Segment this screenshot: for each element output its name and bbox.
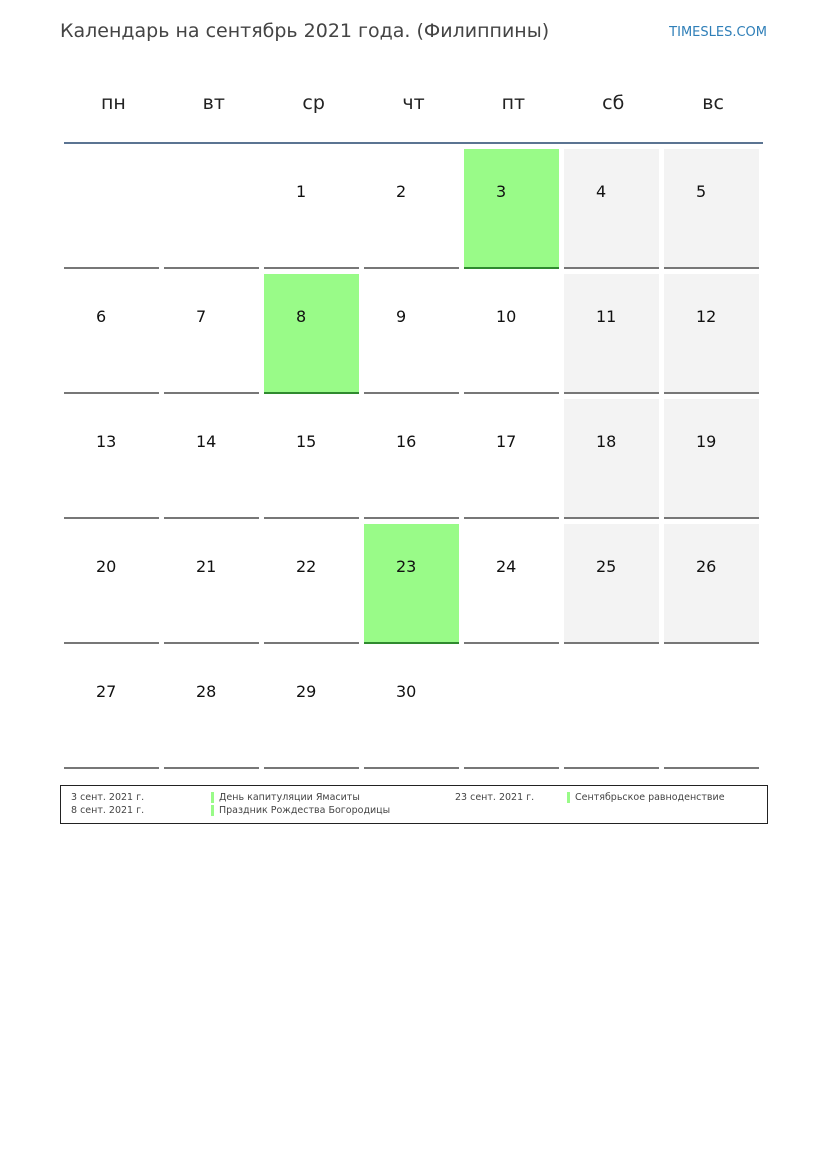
day-number: 25 xyxy=(596,557,617,576)
legend-date: 8 сент. 2021 г. xyxy=(71,805,145,816)
day-cell[interactable] xyxy=(164,524,259,644)
legend-color-marker xyxy=(567,792,570,803)
day-number: 8 xyxy=(296,307,307,326)
day-number: 4 xyxy=(596,182,607,201)
day-cell[interactable] xyxy=(364,399,459,519)
day-number: 10 xyxy=(496,307,517,326)
day-number: 5 xyxy=(696,182,707,201)
weekday-thu: чт xyxy=(402,92,425,114)
day-cell[interactable] xyxy=(364,274,459,394)
day-cell[interactable] xyxy=(664,274,759,394)
week-row xyxy=(64,524,764,644)
day-cell[interactable] xyxy=(164,649,259,769)
day-number: 3 xyxy=(496,182,507,201)
day-number: 22 xyxy=(296,557,317,576)
day-cell[interactable] xyxy=(564,274,659,394)
legend-color-marker xyxy=(211,792,214,803)
day-number: 20 xyxy=(96,557,117,576)
empty-day-cell xyxy=(664,649,759,769)
legend-holiday-name: Праздник Рождества Богородицы xyxy=(219,805,391,816)
weekday-sun: вс xyxy=(702,92,724,114)
legend-date: 23 сент. 2021 г. xyxy=(455,792,535,803)
weekday-wed: ср xyxy=(302,92,325,114)
week-row xyxy=(64,149,764,269)
day-number: 23 xyxy=(396,557,417,576)
day-cell[interactable] xyxy=(464,399,559,519)
page-title: Календарь на сентябрь 2021 года. (Филиппины) xyxy=(60,20,550,42)
day-cell[interactable] xyxy=(264,149,359,269)
day-cell[interactable] xyxy=(464,274,559,394)
legend-color-marker xyxy=(211,805,214,816)
legend-date: 3 сент. 2021 г. xyxy=(71,792,145,803)
day-number: 24 xyxy=(496,557,517,576)
day-cell[interactable] xyxy=(564,524,659,644)
day-number: 19 xyxy=(696,432,717,451)
empty-day-cell xyxy=(564,649,659,769)
holiday-legend xyxy=(60,785,768,824)
legend-holiday-name: День капитуляции Ямаситы xyxy=(219,792,360,803)
day-number: 9 xyxy=(396,307,407,326)
calendar-grid xyxy=(64,149,764,774)
week-row xyxy=(64,399,764,519)
site-link[interactable]: TIMESLES.COM xyxy=(669,25,767,40)
day-cell[interactable] xyxy=(64,274,159,394)
day-number: 11 xyxy=(596,307,617,326)
empty-day-cell xyxy=(464,649,559,769)
day-number: 21 xyxy=(196,557,217,576)
day-cell[interactable] xyxy=(64,524,159,644)
day-cell[interactable] xyxy=(564,399,659,519)
day-number: 14 xyxy=(196,432,217,451)
day-number: 26 xyxy=(696,557,717,576)
day-number: 17 xyxy=(496,432,517,451)
day-cell[interactable] xyxy=(664,399,759,519)
day-cell[interactable] xyxy=(564,149,659,269)
weekday-fri: пт xyxy=(501,92,526,114)
day-cell[interactable] xyxy=(64,399,159,519)
weekday-sat: сб xyxy=(602,92,625,114)
day-number: 7 xyxy=(196,307,207,326)
weekday-header-row xyxy=(63,92,763,114)
header-divider xyxy=(64,142,763,144)
day-cell[interactable] xyxy=(164,274,259,394)
day-cell[interactable] xyxy=(264,524,359,644)
legend-holiday-name: Сентябрьское равноденствие xyxy=(575,792,725,803)
day-cell[interactable] xyxy=(364,649,459,769)
weekday-tue: вт xyxy=(202,92,225,114)
week-row xyxy=(64,649,764,769)
day-cell[interactable] xyxy=(364,149,459,269)
day-number: 13 xyxy=(96,432,117,451)
week-row xyxy=(64,274,764,394)
empty-day-cell xyxy=(64,149,159,269)
day-cell[interactable] xyxy=(464,524,559,644)
day-number: 27 xyxy=(96,682,117,701)
holiday-day-cell[interactable] xyxy=(464,149,559,269)
day-number: 2 xyxy=(396,182,407,201)
day-cell[interactable] xyxy=(64,649,159,769)
day-number: 1 xyxy=(296,182,307,201)
day-cell[interactable] xyxy=(264,399,359,519)
day-number: 15 xyxy=(296,432,317,451)
day-cell[interactable] xyxy=(164,399,259,519)
holiday-day-cell[interactable] xyxy=(264,274,359,394)
day-cell[interactable] xyxy=(664,524,759,644)
weekday-mon: пн xyxy=(101,92,126,114)
holiday-day-cell[interactable] xyxy=(364,524,459,644)
day-number: 28 xyxy=(196,682,217,701)
day-number: 6 xyxy=(96,307,107,326)
empty-day-cell xyxy=(164,149,259,269)
day-number: 30 xyxy=(396,682,417,701)
day-cell[interactable] xyxy=(264,649,359,769)
day-number: 12 xyxy=(696,307,717,326)
day-number: 29 xyxy=(296,682,317,701)
day-number: 18 xyxy=(596,432,617,451)
day-cell[interactable] xyxy=(664,149,759,269)
day-number: 16 xyxy=(396,432,417,451)
